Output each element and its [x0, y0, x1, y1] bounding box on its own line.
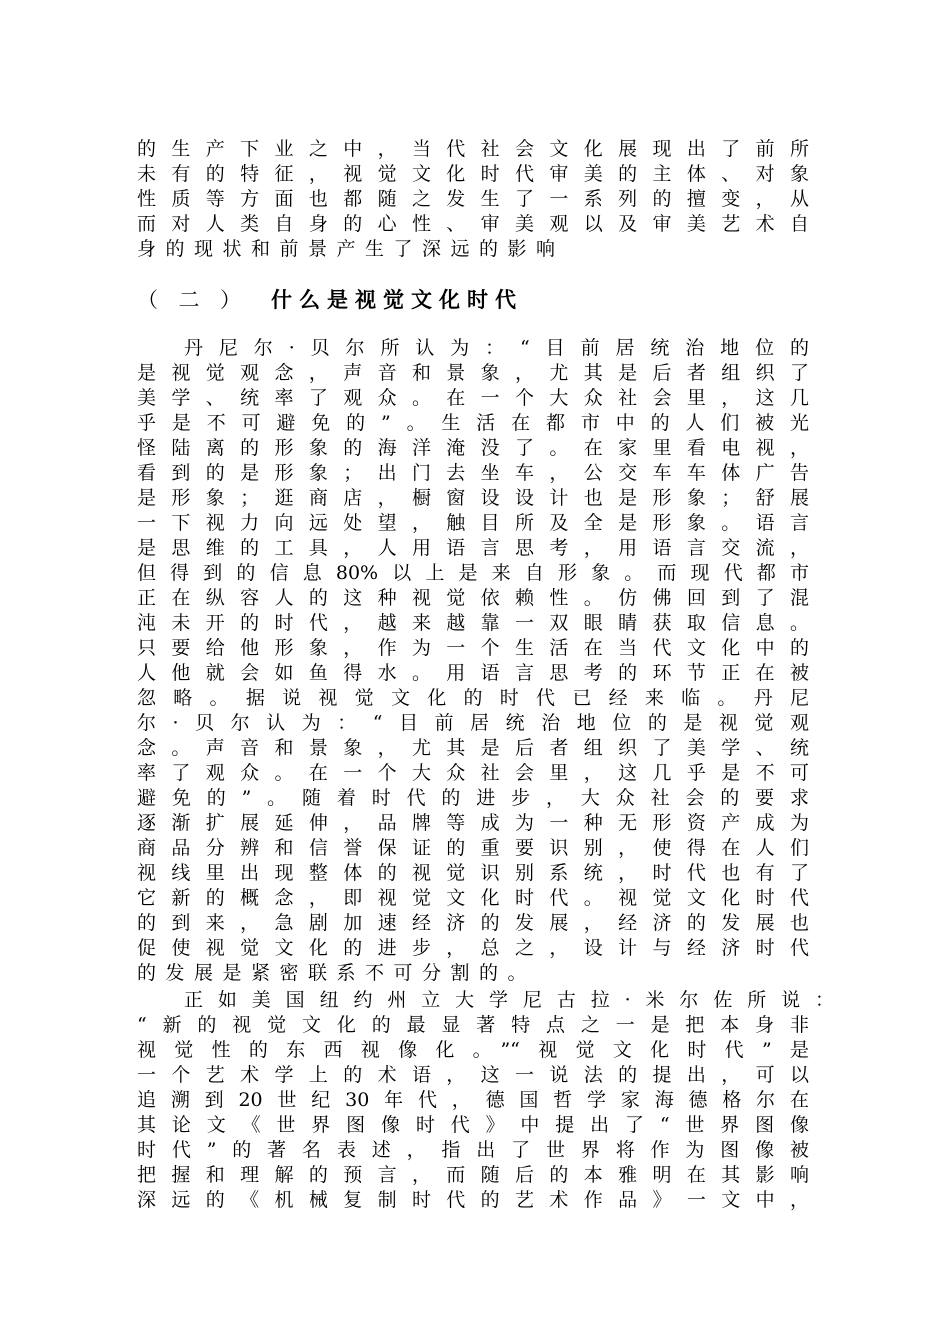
- text-line: 它新的概念，即视觉文化时代。视觉文化时代: [137, 887, 809, 909]
- section-number: （二）: [137, 288, 241, 312]
- text-line: 是形象；逛商店，橱窗设设计也是形象；舒展: [137, 487, 809, 509]
- text-line: 的到来，急剧加速经济的发展，经济的发展也: [137, 912, 809, 934]
- text-line: 其论文《世界图像时代》中提出了“世界图像: [137, 1114, 809, 1136]
- text-line: 深远的《机械复制时代的艺术作品》一文中，: [137, 1189, 809, 1211]
- text-line: 正如美国纽约州立大学尼古拉·米尔佐所说：: [184, 989, 834, 1011]
- text-line: 的发展是紧密联系不可分割的。: [137, 962, 537, 984]
- text-line: 商品分辨和信誉保证的重要识别，使得在人们: [137, 837, 809, 859]
- text-line: 性质等方面也都随之发生了一系列的擅变，从: [137, 188, 809, 210]
- text-line: 逐渐扩展延伸，品牌等成为一种无形资产成为: [137, 812, 809, 834]
- text-line: 而对人类自身的心性、审美观以及审美艺术自: [137, 213, 809, 235]
- text-line: 丹尼尔·贝尔所认为：“目前居统治地位的: [184, 337, 809, 359]
- text-line: 一下视力向远处望，触目所及全是形象。语言: [137, 512, 809, 534]
- text-line: 忽略。据说视觉文化的时代已经来临。丹尼: [137, 687, 809, 709]
- text-line: 但得到的信息80%以上是来自形象。而现代都市: [137, 562, 809, 584]
- text-line: 视觉性的东西视像化。”“视觉文化时代”是: [137, 1039, 809, 1061]
- text-line: 率了观众。在一个大众社会里，这几乎是不可: [137, 762, 809, 784]
- text-line: 视线里出现整体的视觉识别系统，时代也有了: [137, 862, 809, 884]
- text-line: 促使视觉文化的进步，总之，设计与经济时代: [137, 937, 809, 959]
- text-line: 看到的是形象；出门去坐车，公交车车体广告: [137, 462, 809, 484]
- text-line: 把握和理解的预言，而随后的本雅明在其影响: [137, 1164, 809, 1186]
- text-line: 避免的”。随着时代的进步，大众社会的要求: [137, 787, 809, 809]
- text-line: 只要给他形象，作为一个生活在当代文化中的: [137, 637, 809, 659]
- text-line: 未有的特征，视觉文化时代审美的主体、对象: [137, 163, 809, 185]
- text-line: 正在纵容人的这种视觉依赖性。仿佛回到了混: [137, 587, 809, 609]
- text-line: 尔·贝尔认为：“目前居统治地位的是视觉观: [137, 712, 809, 734]
- section-title-wrap: [271, 286, 523, 314]
- text-line: 一个艺术学上的术语，这一说法的提出，可以: [137, 1064, 809, 1086]
- text-line: 沌未开的时代，越来越靠一双眼睛获取信息。: [137, 612, 809, 634]
- text-line: 乎是不可避免的”。生活在都市中的人们被光: [137, 412, 809, 434]
- text-line: 是思维的工具，人用语言思考，用语言交流，: [137, 537, 809, 559]
- text-line: “新的视觉文化的最显著特点之一是把本身非: [137, 1014, 809, 1036]
- text-line: 念。声音和景象，尤其是后者组织了美学、统: [137, 737, 809, 759]
- text-line: 时代”的著名表述，指出了世界将作为图像被: [137, 1139, 809, 1161]
- text-line: 是视觉观念，声音和景象，尤其是后者组织了: [137, 362, 809, 384]
- text-line: 身的现状和前景产生了深远的影响: [137, 238, 565, 260]
- section-title: 什么是视觉文化时代: [271, 287, 523, 312]
- text-line: 人他就会如鱼得水。用语言思考的环节正在被: [137, 662, 809, 684]
- text-line: 怪陆离的形象的海洋淹没了。在家里看电视，: [137, 437, 809, 459]
- text-line: 美学、统率了观众。在一个大众社会里，这几: [137, 387, 809, 409]
- text-line: 追溯到20世纪30年代，德国哲学家海德格尔在: [137, 1089, 809, 1111]
- text-line: 的生产下业之中，当代社会文化展现出了前所: [137, 138, 809, 160]
